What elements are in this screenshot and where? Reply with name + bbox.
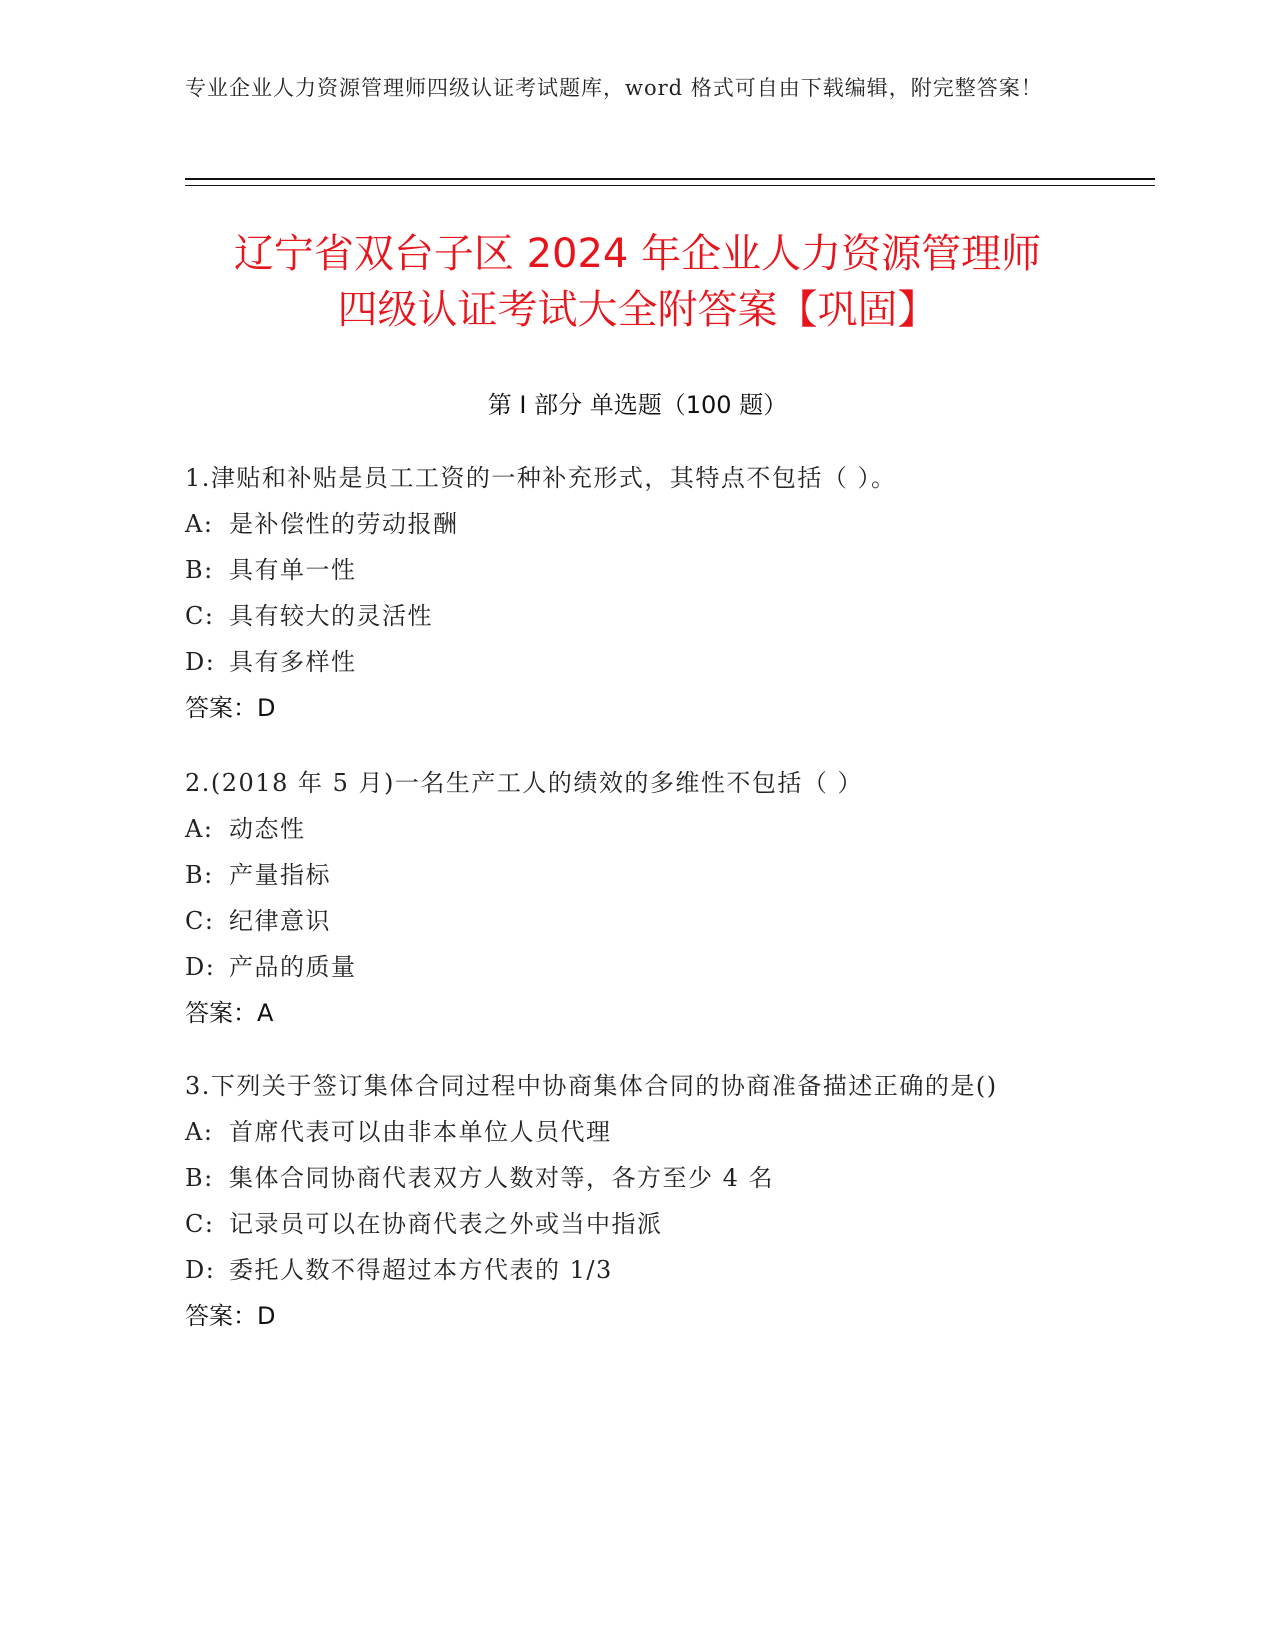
option-text: 具有多样性 — [229, 648, 357, 676]
document-title — [160, 226, 1115, 338]
header-note: 专业企业人力资源管理师四级认证考试题库，word 格式可自由下载编辑，附完整答案！ — [185, 76, 1043, 100]
option-letter: C: — [185, 907, 215, 935]
option-letter: B: — [185, 556, 214, 584]
option-letter: C: — [185, 602, 215, 630]
option-letter: D: — [185, 648, 216, 676]
answer-line: 答案：A — [185, 999, 274, 1027]
document-title-line-2: 四级认证考试大全附答案【巩固】 — [337, 287, 938, 333]
option-letter: A: — [185, 815, 214, 843]
option-letter: A: — [185, 510, 214, 538]
option-c — [185, 593, 1085, 639]
question-3 — [185, 1063, 1045, 1339]
option-text: 委托人数不得超过本方代表的 1/3 — [229, 1256, 613, 1284]
option-text: 动态性 — [229, 815, 306, 843]
question-stem: 2.(2018 年 5 月)一名生产工人的绩效的多维性不包括（ ） — [185, 769, 863, 797]
answer-line: 答案：D — [185, 1302, 276, 1330]
option-text: 纪律意识 — [229, 907, 331, 935]
header-divider-thin — [185, 185, 1155, 186]
option-a — [185, 501, 1085, 547]
question-1 — [185, 455, 1085, 731]
document-title-line-1: 辽宁省双台子区 2024 年企业人力资源管理师 — [233, 231, 1042, 277]
option-letter: D: — [185, 953, 216, 981]
option-d — [185, 944, 1085, 990]
question-2 — [185, 760, 1085, 1036]
option-b — [185, 547, 1085, 593]
option-text: 是补偿性的劳动报酬 — [229, 510, 459, 538]
option-letter: C: — [185, 1210, 215, 1238]
question-stem: 1.津贴和补贴是员工工资的一种补充形式，其特点不包括（ ）。 — [185, 464, 897, 492]
option-text: 具有较大的灵活性 — [229, 602, 433, 630]
question-stem: 3.下列关于签订集体合同过程中协商集体合同的协商准备描述正确的是() — [185, 1072, 998, 1100]
option-d — [185, 1247, 1045, 1293]
option-text: 产量指标 — [229, 861, 331, 889]
option-b — [185, 1155, 1045, 1201]
option-text: 首席代表可以由非本单位人员代理 — [229, 1118, 612, 1146]
option-letter: A: — [185, 1118, 214, 1146]
section-heading: 第 I 部分 单选题（100 题） — [487, 391, 788, 419]
option-a — [185, 806, 1085, 852]
option-text: 产品的质量 — [229, 953, 357, 981]
option-c — [185, 898, 1085, 944]
header-divider-thick — [185, 178, 1155, 180]
option-letter: B: — [185, 1164, 214, 1192]
option-text: 集体合同协商代表双方人数对等，各方至少 4 名 — [229, 1164, 775, 1192]
option-text: 记录员可以在协商代表之外或当中指派 — [229, 1210, 663, 1238]
answer-line: 答案：D — [185, 694, 276, 722]
option-letter: B: — [185, 861, 214, 889]
option-text: 具有单一性 — [229, 556, 357, 584]
option-letter: D: — [185, 1256, 216, 1284]
option-b — [185, 852, 1085, 898]
option-c — [185, 1201, 1045, 1247]
option-d — [185, 639, 1085, 685]
option-a — [185, 1109, 1045, 1155]
